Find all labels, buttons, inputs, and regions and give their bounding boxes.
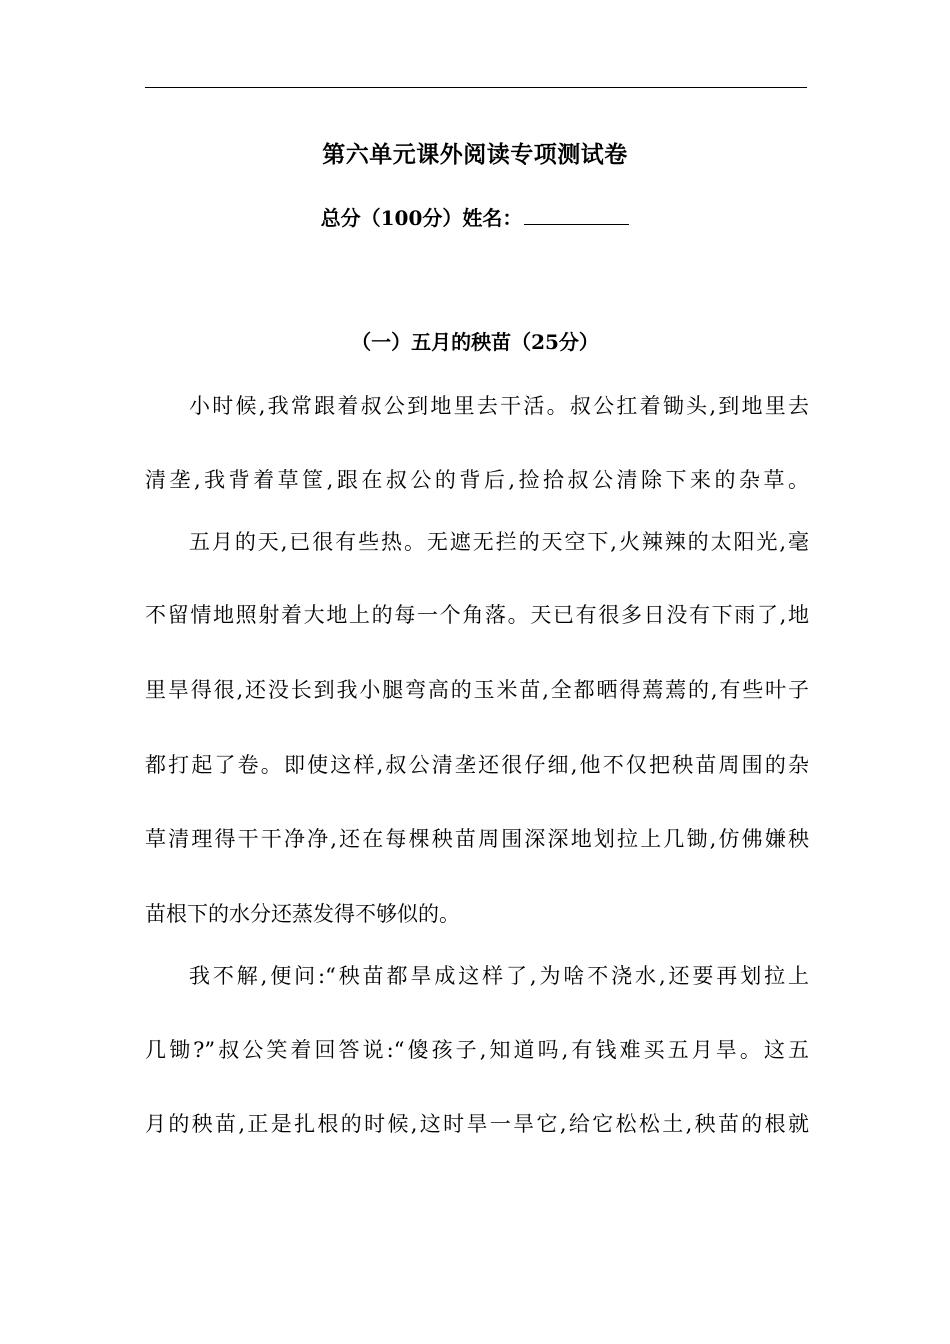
passage-line: 月的秧苗,正是扎根的时候,这时旱一旱它,给它松松土,秧苗的根就 — [145, 1112, 809, 1136]
passage-line: 草清理得干干净净,还在每棵秧苗周围深深地划拉上几锄,仿佛嫌秧 — [145, 827, 809, 851]
passage-line: 苗根下的水分还蒸发得不够似的。 — [145, 902, 460, 926]
passage-line: 里旱得很,还没长到我小腿弯高的玉米苗,全都晒得蔫蔫的,有些叶子 — [145, 678, 809, 702]
header-rule — [145, 87, 807, 88]
name-blank[interactable] — [524, 204, 629, 225]
passage-line: 几锄?”叔公笑着回答说:“傻孩子,知道吗,有钱难买五月旱。这五 — [145, 1038, 809, 1062]
passage-line: 小时候,我常跟着叔公到地里去干活。叔公扛着锄头,到地里去 — [189, 394, 809, 418]
passage-line: 五月的天,已很有些热。无遮无拦的天空下,火辣辣的太阳光,毫 — [189, 530, 809, 554]
passage-line: 不留情地照射着大地上的每一个角落。天已有很多日没有下雨了,地 — [145, 603, 809, 627]
score-label: 总分（100分）姓名： — [320, 206, 523, 230]
section-title: （一）五月的秧苗（25分） — [351, 330, 599, 354]
passage-line: 清垄,我背着草筐,跟在叔公的背后,捡拾叔公清除下来的杂草。 — [145, 468, 809, 492]
score-name-line — [0, 202, 950, 231]
passage-line: 我不解,便问:“秧苗都旱成这样了,为啥不浇水,还要再划拉上 — [189, 964, 809, 988]
passage-line: 都打起了卷。即使这样,叔公清垄还很仔细,他不仅把秧苗周围的杂 — [145, 753, 809, 777]
page-title: 第六单元课外阅读专项测试卷 — [322, 141, 628, 168]
